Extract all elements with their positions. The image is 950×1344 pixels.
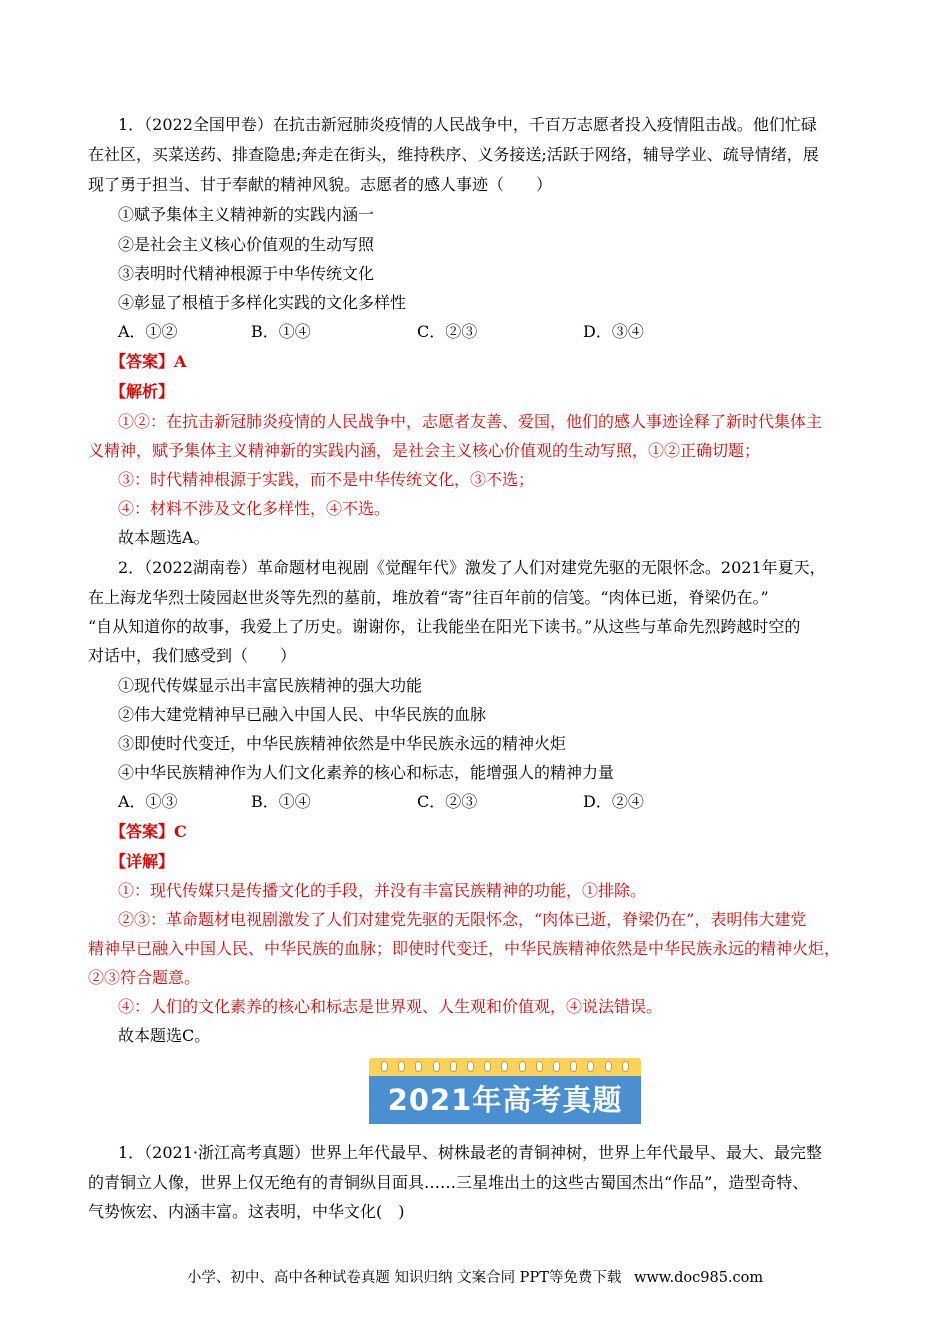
question-2021-line: 气势恢宏、内涵丰富。这表明，中华文化( ) [88,1202,405,1221]
question-2-line: 对话中，我们感受到（ ） [88,646,297,665]
statement-1: ①现代传媒显示出丰富民族精神的强大功能 [118,676,423,695]
explanation-line: ④：材料不涉及文化多样性，④不选。 [118,499,391,518]
option-c: C．②③ [417,792,478,811]
option-b: B．①④ [251,792,311,811]
analysis-label: 【解析】 [110,382,175,401]
footer-site-link[interactable]: www.doc985.com [633,1270,764,1286]
option-a: A．①③ [118,792,178,811]
question-2021-line: 1．（2021·浙江高考真题）世界上年代最早、树株最老的青铜神树，世界上年代最早、最大、最完整 [118,1143,822,1162]
statement-1: ①赋予集体主义精神新的实践内涵一 [118,205,375,224]
answer-label: 【答案】C [110,822,187,841]
explanation-line: 义精神，赋予集体主义精神新的实践内涵，是社会主义核心价值观的生动写照，①②正确切题； [88,441,761,460]
detail-label: 【详解】 [110,852,175,871]
question-1-line: 现了勇于担当、甘于奉献的精神风貌。志愿者的感人事迹（ ） [88,175,553,194]
explanation-line: ①：现代传媒只是传播文化的手段，并没有丰富民族精神的功能，①排除。 [118,881,647,900]
explanation-line: ④：人们的文化素养的核心和标志是世界观、人生观和价值观，④说法错误。 [118,997,663,1016]
conclusion: 故本题选C。 [118,1026,211,1045]
question-2-line: “自从知道你的故事，我爱上了历史。谢谢你，让我能坐在阳光下读书。”从这些与革命先烈跨越时空的 [88,617,801,636]
banner-rings [381,1061,629,1073]
explanation-line: ①②：在抗击新冠肺炎疫情的人民战争中，志愿者友善、爱国，他们的感人事迹诠释了新时代集体主 [118,412,823,431]
statement-4: ④彰显了根植于多样化实践的文化多样性 [118,293,407,312]
section-banner [369,1058,641,1124]
answer-label: 【答案】A [110,352,187,371]
question-2-line: 在上海龙华烈士陵园赵世炎等先烈的墓前，堆放着“寄”往百年前的信笺。“肉体已逝，脊梁仍在。” [88,588,769,607]
conclusion: 故本题选A。 [118,528,210,547]
explanation-line: 精神早已融入中国人民、中华民族的血脉；即使时代变迁，中华民族精神依然是中华民族永远的精神火炬， [88,939,841,958]
question-2021-line: 的青铜立人像，世界上仅无绝有的青铜纵目面具……三星堆出土的这些古蜀国杰出“作品”，造型奇特、 [88,1173,809,1192]
option-c: C．②③ [417,322,478,341]
option-b: B．①④ [251,322,311,341]
option-d: D．③④ [583,322,644,341]
banner-title: 2021年高考真题 [387,1083,623,1117]
explanation-line: ③：时代精神根源于实践，而不是中华传统文化，③不选； [118,470,535,489]
explanation-line: ②③符合题意。 [88,968,201,987]
statement-3: ③表明时代精神根源于中华传统文化 [118,264,375,283]
statement-2: ②是社会主义核心价值观的生动写照 [118,235,375,254]
footer-text: 小学、初中、高中各种试卷真题 知识归纳 文案合同 PPT等免费下载 [186,1270,622,1286]
question-2-line: 2．（2022湖南卷）革命题材电视剧《觉醒年代》激发了人们对建党先驱的无限怀念。2021年夏天， [118,558,826,577]
question-1-line: 在社区，买菜送药、排查隐患;奔走在街头，维持秩序、义务接送;活跃于网络，辅导学业、疏导情绪，展 [88,145,819,164]
statement-2: ②伟大建党精神早已融入中国人民、中华民族的血脉 [118,705,487,724]
statement-3: ③即使时代变迁，中华民族精神依然是中华民族永远的精神火炬 [118,734,567,753]
option-d: D．②④ [583,792,644,811]
statement-4: ④中华民族精神作为人们文化素养的核心和标志，能增强人的精神力量 [118,763,615,782]
option-a: A．①② [118,322,178,341]
question-1-line: 1．（2022全国甲卷）在抗击新冠肺炎疫情的人民战争中，千百万志愿者投入疫情阻击战。他们忙碌 [118,115,817,134]
page-footer [0,1268,950,1288]
explanation-line: ②③：革命题材电视剧激发了人们对建党先驱的无限怀念，“肉体已逝，脊梁仍在”，表明伟大建党 [118,910,807,929]
